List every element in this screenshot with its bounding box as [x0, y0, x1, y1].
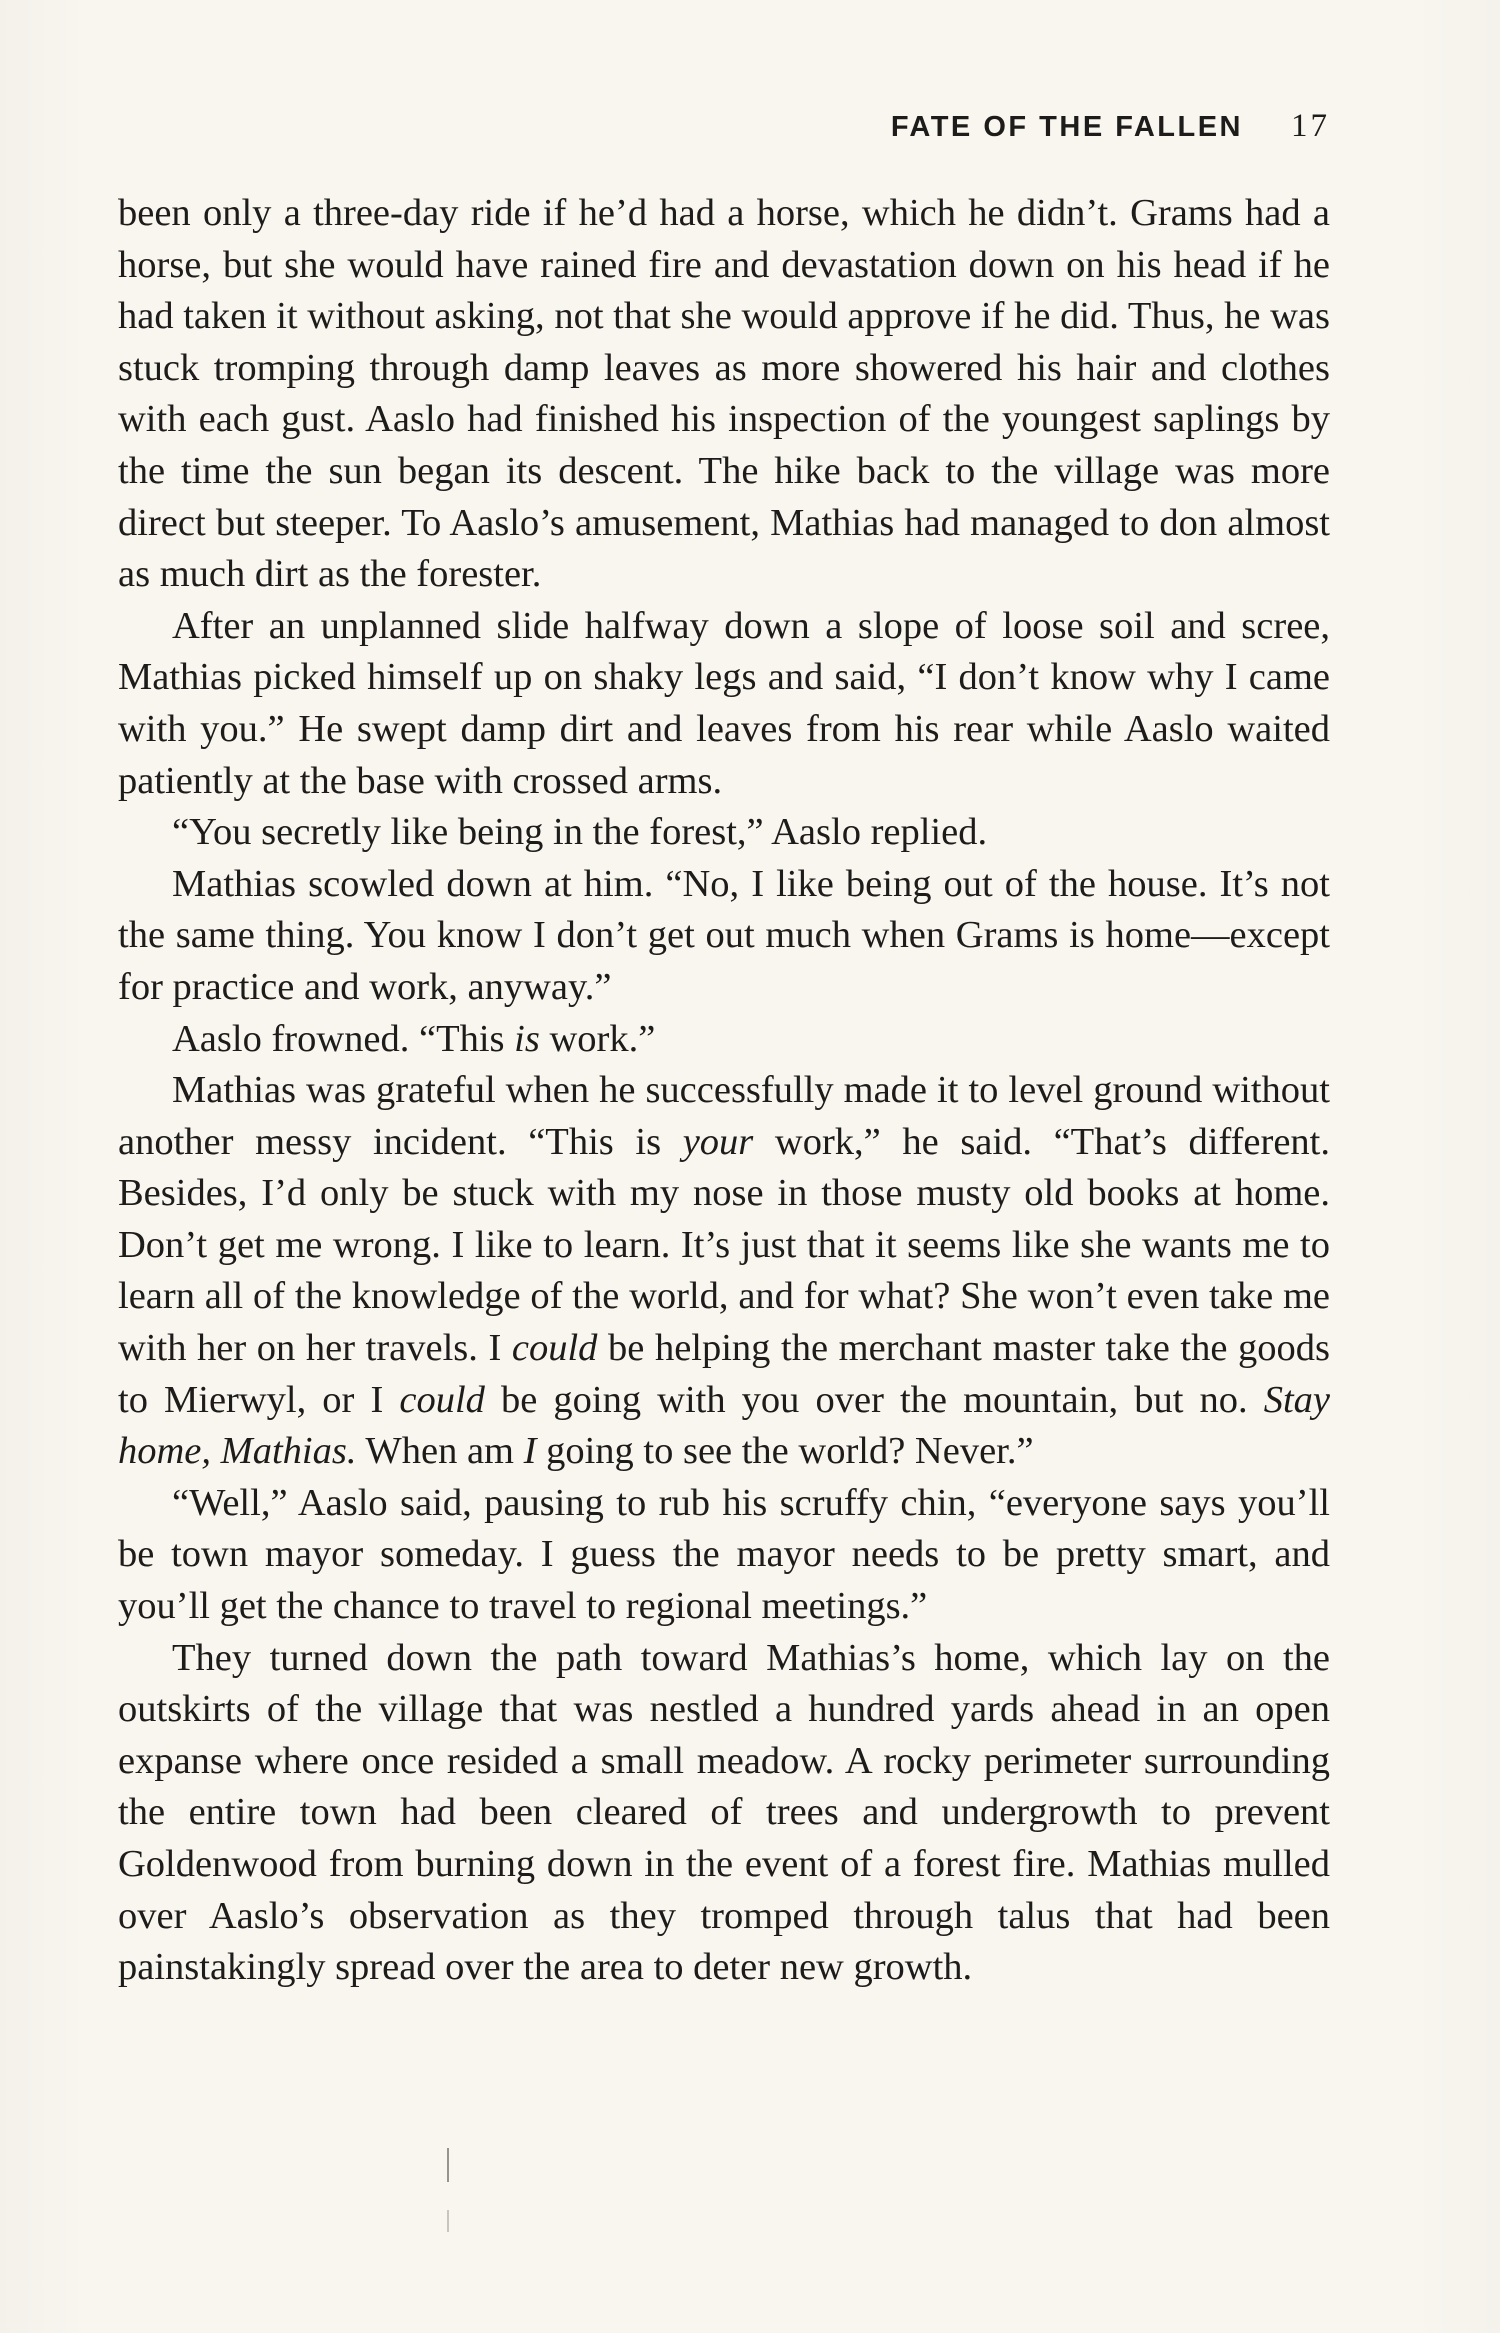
- text-run: Mathias was grateful when he successfully made it to level ground without another messy incident. “This is: [118, 1069, 1330, 1163]
- paragraph: [118, 859, 1330, 1014]
- paragraph: [118, 1065, 1330, 1478]
- text-run: After an unplanned slide halfway down a slope of loose soil and scree, Mathias picked himself up on shaky legs and said, “I don’t know why I came with you.” He swept damp dirt and leaves from his rear while Aaslo waited patiently at the base with crossed arms.: [118, 604, 1330, 802]
- text-run: be going with you over the mountain, but no.: [484, 1378, 1264, 1421]
- paragraph: [118, 1478, 1330, 1633]
- text-run: Mathias scowled down at him. “No, I like being out of the house. It’s not the same thing. You know I don’t get out much when Grams is home—except for practice and work, anyway.”: [118, 862, 1330, 1008]
- paragraph: [118, 188, 1330, 601]
- paragraph: [118, 1014, 1330, 1066]
- text-run: be helping the merchant master take the goods to Mierwyl, or I: [118, 1327, 1330, 1421]
- text-run: Aaslo frowned. “This: [172, 1017, 515, 1060]
- text-run: going to see the world? Never.”: [536, 1430, 1034, 1473]
- page-number: 17: [1291, 108, 1330, 144]
- paragraph: [118, 601, 1330, 807]
- italic-text: is: [514, 1017, 540, 1060]
- scan-mark: [447, 2148, 449, 2182]
- paragraph: [118, 1633, 1330, 1994]
- text-run: work.”: [539, 1017, 656, 1060]
- running-head: [891, 108, 1330, 148]
- body-text: [118, 188, 1330, 1994]
- paragraph: [118, 807, 1330, 859]
- italic-text: Stay home, Mathias.: [118, 1378, 1330, 1473]
- text-run: work,” he said. “That’s different. Besides, I’d only be stuck with my nose in those musty old books at home. Don’t get me wrong. I like to learn. It’s just that it seems like she wants me to learn all of the knowledge of the world, and for what? She won’t even take me with her on her travels. I: [118, 1120, 1330, 1370]
- scan-mark: [447, 2210, 449, 2232]
- text-run: “You secretly like being in the forest,” Aaslo replied.: [172, 811, 988, 854]
- italic-text: could: [399, 1378, 485, 1421]
- text-run: been only a three-day ride if he’d had a horse, which he didn’t. Grams had a horse, but she would have rained fire and devastation down on his head if he had taken it without asking, not that she would approve if he did. Thus, he was stuck tromping through damp leaves as more showered his hair and clothes with each gust. Aaslo had finished his inspection of the youngest saplings by the time the sun began its descent. The hike back to the village was more direct but steeper. To Aaslo’s amusement, Mathias had managed to don almost as much dirt as the forester.: [118, 192, 1330, 596]
- text-run: When am: [356, 1430, 524, 1473]
- italic-text: could: [511, 1327, 598, 1370]
- italic-text: your: [682, 1120, 754, 1163]
- text-run: “Well,” Aaslo said, pausing to rub his scruffy chin, “everyone says you’ll be town mayor someday. I guess the mayor needs to be pretty smart, and you’ll get the chance to travel to regional meetings.”: [118, 1481, 1330, 1628]
- running-title: FATE OF THE FALLEN: [890, 111, 1243, 143]
- italic-text: I: [523, 1430, 537, 1473]
- text-run: They turned down the path toward Mathias’s home, which lay on the outskirts of the village that was nestled a hundred yards ahead in an open expanse where once resided a small meadow. A rocky perimeter surrounding the entire town had been cleared of trees and undergrowth to prevent Goldenwood from burning down in the event of a forest fire. Mathias mulled over Aaslo’s observation as they tromped through talus that had been painstakingly spread over the area to deter new growth.: [118, 1636, 1330, 1989]
